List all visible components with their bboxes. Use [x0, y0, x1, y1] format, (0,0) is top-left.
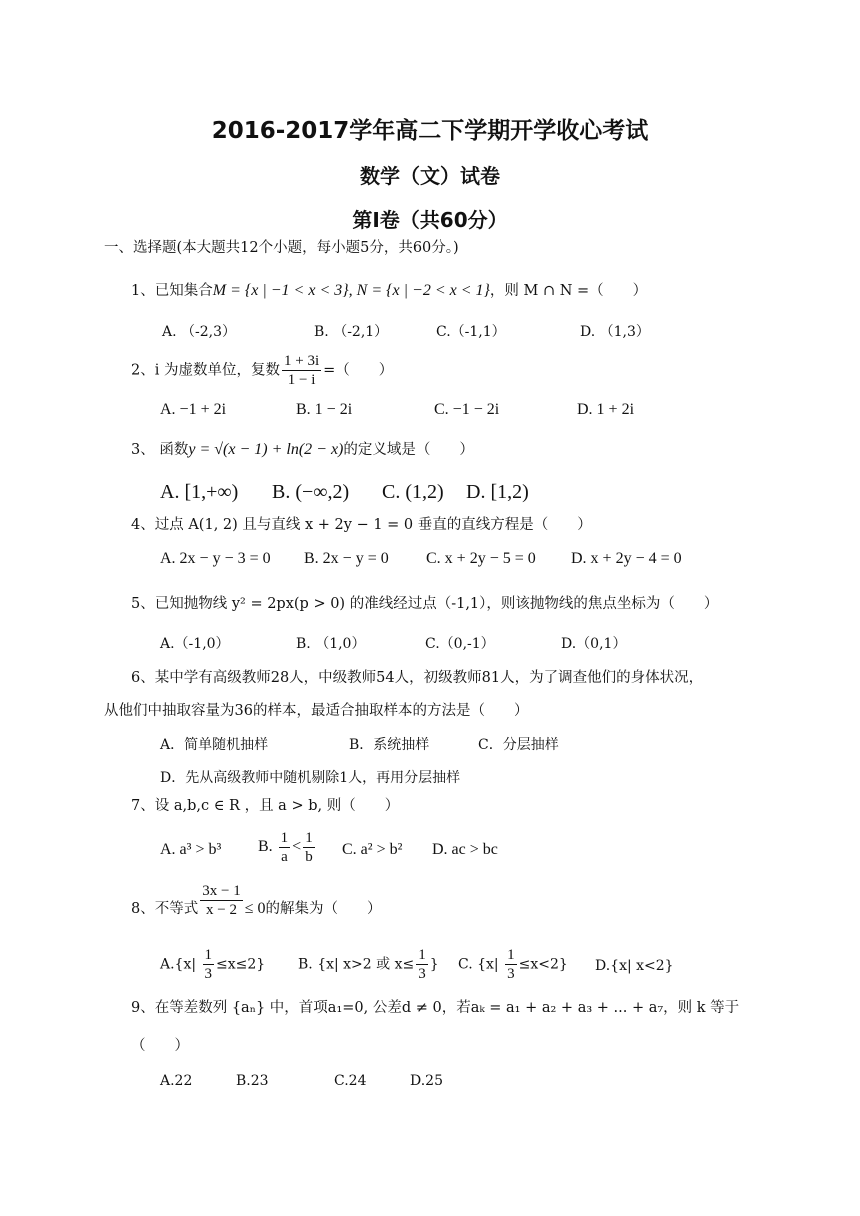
option-a-suffix: ≤x≤2} — [216, 956, 266, 973]
question-2-denominator: 1 − i — [287, 372, 316, 388]
question-8-fraction — [200, 882, 242, 919]
frac-denominator: 3 — [507, 966, 515, 982]
frac-numerator: 1 — [507, 947, 515, 963]
question-9-option-b: B.23 — [236, 1073, 269, 1089]
frac-numerator: 1 — [280, 830, 289, 846]
question-9-option-a: A.22 — [160, 1073, 193, 1089]
frac-denominator: 3 — [204, 966, 213, 982]
question-7-option-d: D. ac > bc — [432, 841, 498, 858]
question-5-option-d: D.（0,1） — [561, 636, 627, 652]
frac-denominator: 3 — [418, 966, 426, 982]
question-9-blank: （ ） — [131, 1038, 189, 1054]
question-2-option-d: D. 1 + 2i — [577, 401, 635, 418]
question-3-prefix: 3、 函数 — [131, 442, 189, 458]
frac-denominator: b — [305, 849, 313, 865]
question-5-option-b: B. （1,0） — [296, 636, 366, 652]
question-8-option-b — [298, 946, 439, 983]
question-4-option-c: C. x + 2y − 5 = 0 — [426, 550, 536, 567]
question-8-numerator: 3x − 1 — [202, 883, 241, 899]
question-1-option-d: D. （1,3） — [580, 324, 650, 340]
question-2-prefix: 2、i 为虚数单位，复数 — [131, 362, 280, 379]
question-1-prefix: 1、已知集合 — [131, 283, 213, 299]
question-7-option-b-label: B. — [258, 838, 273, 856]
one-third-fraction — [505, 946, 517, 983]
exam-subject: 数学（文）试卷 — [360, 164, 500, 188]
question-4-option-a: A. 2x − y − 3 = 0 — [160, 550, 271, 567]
option-a-prefix: A.{x| — [160, 956, 197, 973]
question-3 — [131, 440, 474, 460]
question-3-suffix: 的定义域是（ ） — [343, 442, 474, 458]
question-1-option-c: C.（-1,1） — [436, 324, 506, 340]
question-9-option-c: C.24 — [334, 1073, 367, 1089]
question-8-suffix: 的解集为（ ） — [265, 901, 382, 917]
frac-numerator: 1 — [204, 947, 213, 963]
question-2-option-a: A. −1 + 2i — [160, 401, 227, 418]
question-2-suffix: =（ ） — [323, 362, 394, 379]
question-3-option-c: C. (1,2) — [382, 481, 444, 503]
option-b-suffix: } — [429, 956, 439, 973]
question-7: 7、设 a,b,c ∈ R ，且 a > b, 则（ ） — [131, 798, 400, 814]
question-7-option-c: C. a² > b² — [342, 841, 403, 858]
question-4: 4、过点 A(1, 2) 且与直线 x + 2y − 1 = 0 垂直的直线方程是（ ） — [131, 517, 592, 533]
question-3-option-a: A. [1,+∞) — [160, 481, 239, 503]
question-9-option-d: D.25 — [410, 1073, 443, 1089]
question-8-option-c — [458, 946, 568, 983]
question-8-option-a — [160, 946, 265, 983]
question-4-option-d: D. x + 2y − 4 = 0 — [571, 550, 682, 567]
question-5-option-c: C.（0,-1） — [425, 636, 495, 652]
question-2-numerator: 1 + 3i — [283, 353, 320, 369]
question-8-option-d: D.{x| x<2} — [595, 958, 674, 974]
question-6-line-1: 6、某中学有高级教师28人，中级教师54人，初级教师81人，为了调查他们的身体状况， — [131, 670, 704, 686]
question-6-option-d: D．先从高级教师中随机剔除1人，再用分层抽样 — [160, 770, 461, 786]
question-9: 9、在等差数列 {aₙ} 中，首项a₁=0, 公差d ≠ 0，若aₖ = a₁ + a₂ + a₃ + ... + a₇，则 k 等于 — [131, 1000, 740, 1016]
question-3-math: y = √(x − 1) + ln(2 − x) — [188, 441, 344, 458]
question-8-relation: ≤ 0 — [244, 900, 266, 917]
question-1-option-b: B. （-2,1） — [314, 324, 389, 340]
question-6-option-b: B．系统抽样 — [349, 737, 430, 753]
question-1-option-a: A. （-2,3） — [162, 324, 237, 340]
question-8-prefix: 8、不等式 — [131, 901, 199, 917]
question-2-option-c: C. −1 − 2i — [434, 401, 500, 418]
question-7-option-b-frac-right — [303, 829, 315, 866]
question-2-option-b: B. 1 − 2i — [296, 401, 353, 418]
question-5: 5、已知抛物线 y² = 2px(p > 0) 的准线经过点（-1,1），则该抛物线的焦点坐标为（ ） — [131, 596, 719, 612]
exam-part: 第Ⅰ卷（共60分） — [352, 208, 508, 232]
section-heading: 一、选择题(本大题共12个小题，每小题5分，共60分。) — [104, 240, 459, 256]
option-b-prefix: B. {x| x>2 或 x≤ — [298, 956, 415, 973]
frac-denominator: a — [281, 849, 288, 865]
question-7-option-b — [258, 829, 317, 866]
question-7-option-b-frac-left — [279, 829, 291, 866]
one-third-fraction — [416, 946, 428, 983]
less-than-sign: < — [292, 838, 302, 856]
frac-numerator: 1 — [418, 947, 426, 963]
question-2 — [131, 352, 393, 389]
exam-title: 2016-2017学年高二下学期开学收心考试 — [211, 118, 649, 144]
question-3-option-b: B. (−∞,2) — [272, 481, 350, 503]
question-8 — [131, 882, 381, 919]
question-8-denominator: x − 2 — [205, 902, 237, 918]
question-1-suffix: ，则 M ∩ N =（ ） — [489, 283, 648, 299]
question-2-fraction — [282, 352, 321, 389]
option-c-prefix: C. {x| — [458, 956, 499, 973]
question-7-option-a: A. a³ > b³ — [160, 841, 222, 858]
question-6-option-c: C．分层抽样 — [478, 737, 559, 753]
question-4-option-b: B. 2x − y = 0 — [304, 550, 389, 567]
question-1 — [131, 281, 647, 301]
frac-numerator: 1 — [305, 830, 313, 846]
one-third-fraction — [203, 946, 215, 983]
question-1-math: M = {x | −1 < x < 3}, N = {x | −2 < x < 1} — [212, 282, 490, 299]
question-6-line-2: 从他们中抽取容量为36的样本，最适合抽取样本的方法是（ ） — [104, 703, 529, 719]
option-c-suffix: ≤x<2} — [518, 956, 568, 973]
question-6-option-a: A．简单随机抽样 — [160, 737, 269, 753]
question-5-option-a: A.（-1,0） — [160, 636, 230, 652]
question-3-option-d: D. [1,2) — [466, 481, 529, 503]
